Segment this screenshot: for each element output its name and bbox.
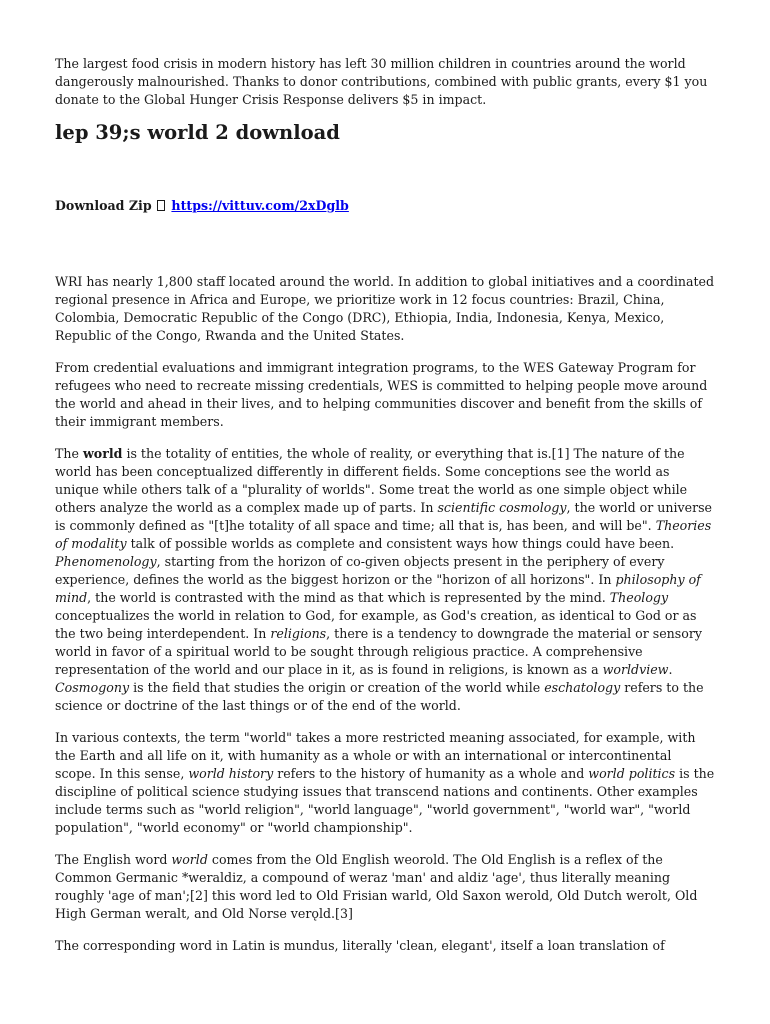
document-page <box>55 55 715 955</box>
paragraph-etymology: The English word world comes from the Old English weorold. The Old English is a reflex of the Common Germanic *weraldiz, a compound of weraz 'man' and aldiz 'age', thus literally meaning roughly 'age of man';[2] this word led to Old Frisian warld, Old Saxon werold, Old Dutch werolt, Old High German weralt, and Old Norse verǫld.[3] <box>55 852 698 921</box>
download-label: Download Zip <box>55 198 152 213</box>
paragraph-world-definition: The world is the totality of entities, the whole of reality, or everything that is.[1] The nature of the world has been conceptualized differently in different fields. Some conceptions see the world as unique while others talk of a "plurality of worlds". Some treat the world as one simple object while others analyze the world as a complex made up of parts. In scientific cosmology, the world or universe is commonly defined as "[t]he totality of all space and time; all that is, has been, and will be". Theories of modality talk of possible worlds as complete and consistent ways how things could have been. Phenomenology, starting from the horizon of co-given objects present in the periphery of every experience, defines the world as the biggest horizon or the "horizon of all horizons". In philosophy of mind, the world is contrasted with the mind as that which is represented by the mind. Theology conceptualizes the world in relation to God, for example, as God's creation, as identical to God or as the two being interdependent. In religions, there is a tendency to downgrade the material or sensory world in favor of a spiritual world to be sought through religious practice. A comprehensive representation of the world and our place in it, as is found in religions, is known as a worldview. Cosmogony is the field that studies the origin or creation of the world while eschatology refers to the science or doctrine of the last things or of the end of the world. <box>55 446 712 713</box>
intro-paragraph: The largest food crisis in modern history has left 30 million children in countries around the world dangerously malnourished. Thanks to donor contributions, combined with public grants, every $1 you donate to the Global Hunger Crisis Response delivers $5 in impact. <box>55 56 708 107</box>
page-title: lep 39;s world 2 download <box>55 121 340 144</box>
paragraph-world-contexts: In various contexts, the term "world" takes a more restricted meaning associated, for example, with the Earth and all life on it, with humanity as a whole or with an international or intercontinental scope. In this sense, world history refers to the history of humanity as a whole and world politics is the discipline of political science studying issues that transcend nations and continents. Other examples include terms such as "world religion", "world language", "world government", "world war", "world population", "world economy" or "world championship". <box>55 730 715 835</box>
download-link[interactable]: https://vittuv.com/2xDglb <box>171 198 349 213</box>
paragraph-latin: The corresponding word in Latin is mundus, literally 'clean, elegant', itself a loan translation of <box>55 938 665 953</box>
download-line <box>55 197 715 215</box>
download-box-icon <box>157 200 165 211</box>
paragraph-wri: WRI has nearly 1,800 staff located around the world. In addition to global initiatives and a coordinated regional presence in Africa and Europe, we prioritize work in 12 focus countries: Brazil, China, Colombia, Democratic Republic of the Congo (DRC), Ethiopia, India, Indonesia, Kenya, Mexico, Republic of the Congo, Rwanda and the United States. <box>55 274 715 343</box>
paragraph-wes: From credential evaluations and immigrant integration programs, to the WES Gateway Program for refugees who need to recreate missing credentials, WES is committed to helping people move around the world and ahead in their lives, and to helping communities discover and benefit from the skills of their immigrant members. <box>55 360 708 429</box>
